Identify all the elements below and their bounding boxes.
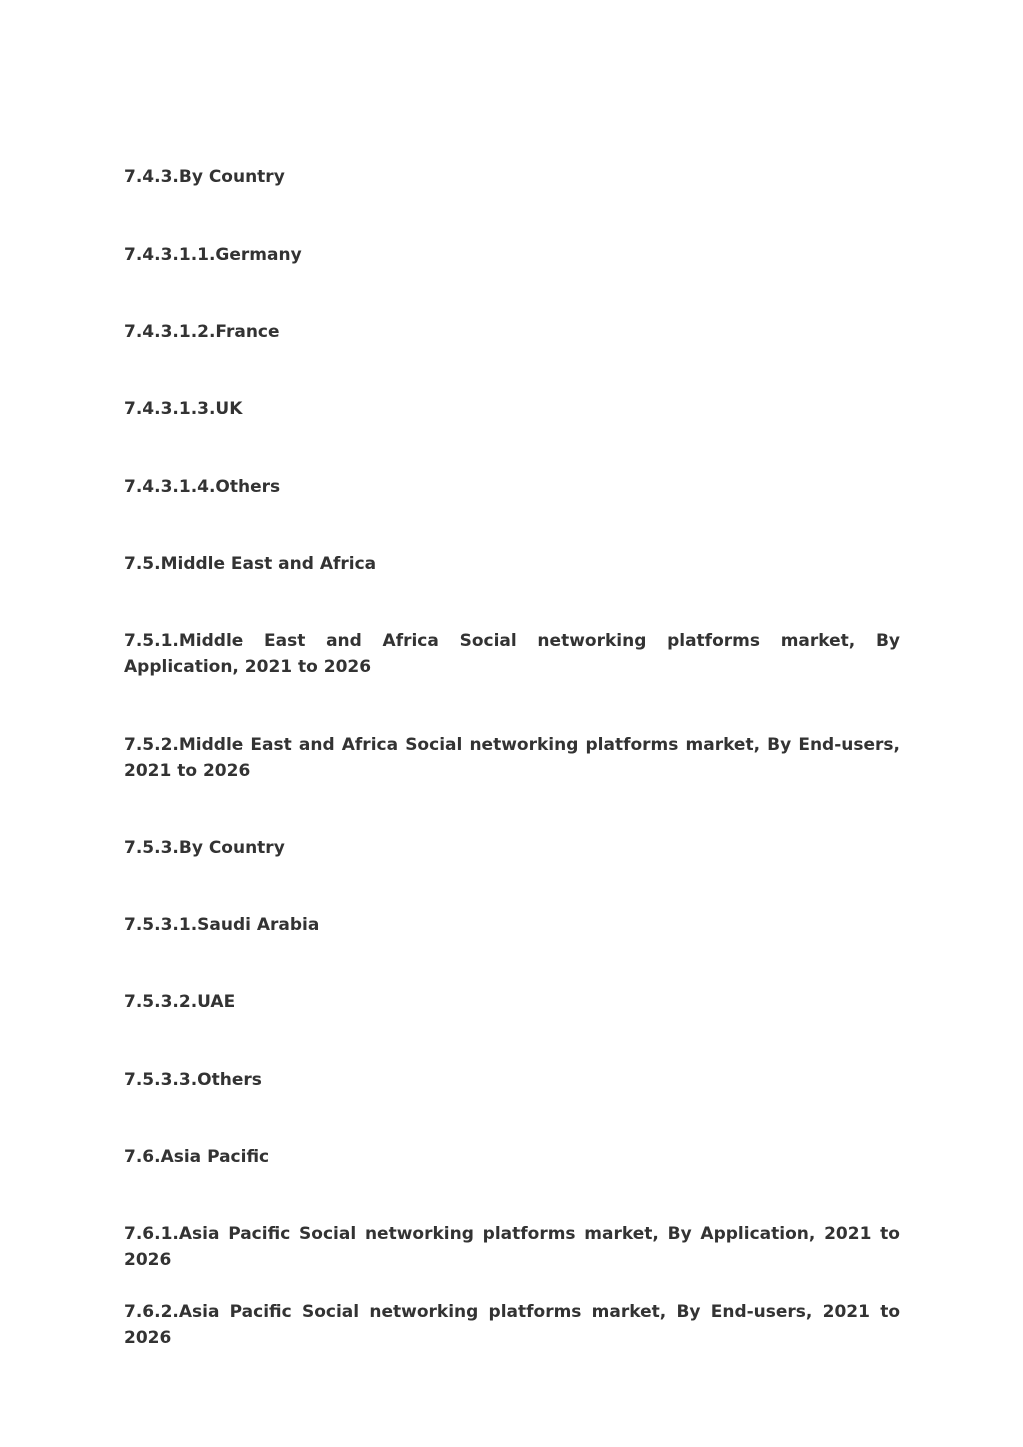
toc-entry-7-4-3-1-1: 7.4.3.1.1.Germany (124, 245, 302, 265)
toc-entry-7-4-3-1-2: 7.4.3.1.2.France (124, 322, 280, 342)
toc-entry-7-5-3-3: 7.5.3.3.Others (124, 1070, 262, 1090)
toc-entry-7-5-3: 7.5.3.By Country (124, 838, 285, 858)
toc-entry-7-4-3: 7.4.3.By Country (124, 167, 285, 187)
toc-entry-7-5-3-2: 7.5.3.2.UAE (124, 992, 236, 1012)
toc-entry-7-6-1: 7.6.1.Asia Pacific Social networking platforms market, By Application, 2021 to 2026 (124, 1224, 900, 1270)
toc-entry-7-5-2: 7.5.2.Middle East and Africa Social networking platforms market, By End-users, 2021 to 2026 (124, 735, 900, 781)
toc-entry-7-4-3-1-3: 7.4.3.1.3.UK (124, 399, 243, 419)
toc-entry-7-5: 7.5.Middle East and Africa (124, 554, 377, 574)
toc-entry-7-5-1: 7.5.1.Middle East and Africa Social networking platforms market, By Application, 2021 to 2026 (124, 631, 900, 677)
toc-entry-7-6: 7.6.Asia Pacific (124, 1147, 270, 1167)
toc-entry-7-5-3-1: 7.5.3.1.Saudi Arabia (124, 915, 320, 935)
toc-entry-7-6-2: 7.6.2.Asia Pacific Social networking platforms market, By End-users, 2021 to 2026 (124, 1302, 900, 1348)
toc-entry-7-4-3-1-4: 7.4.3.1.4.Others (124, 477, 281, 497)
